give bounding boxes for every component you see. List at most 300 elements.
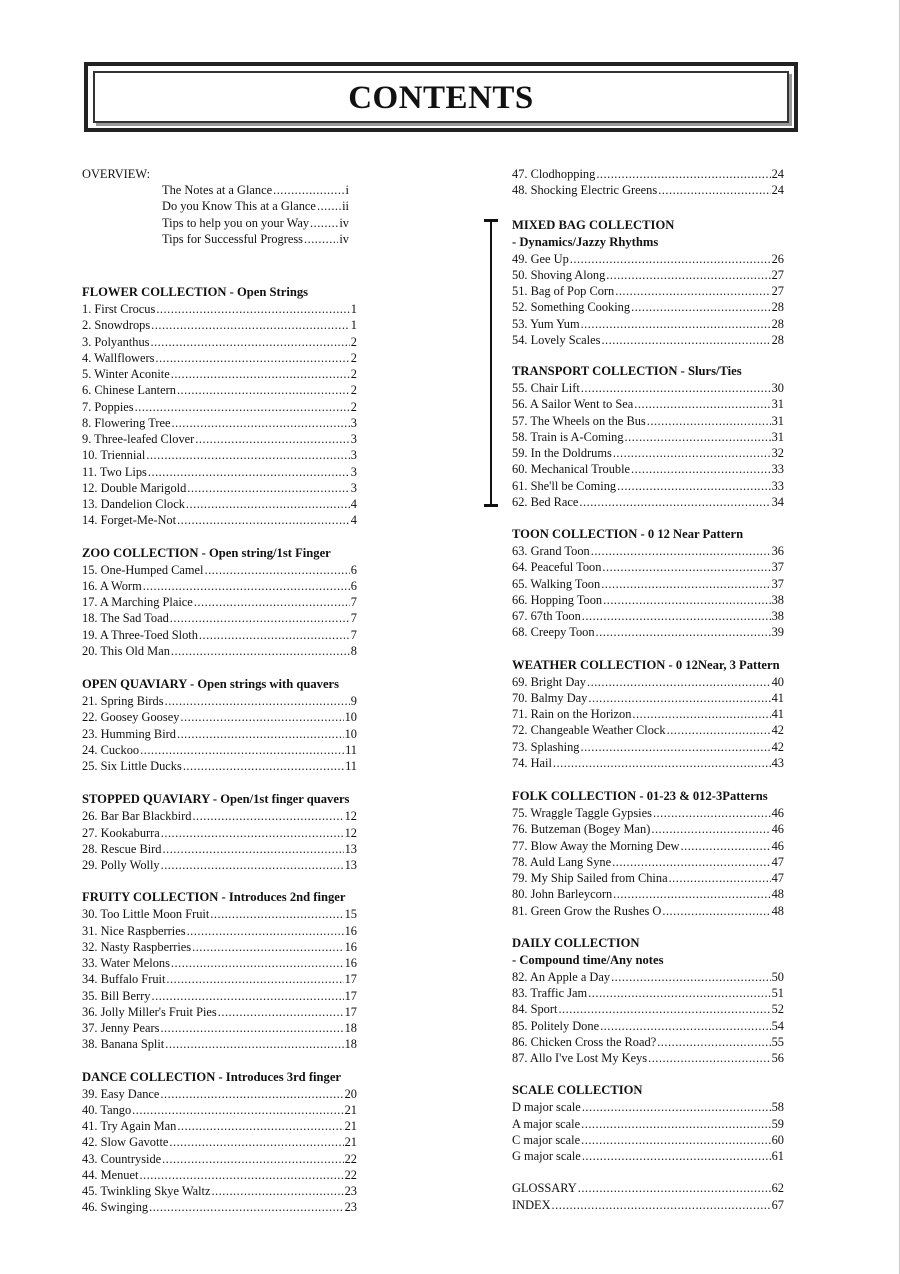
toc-entry bbox=[512, 332, 784, 348]
toc-entry-page: 46 bbox=[771, 838, 784, 853]
dot-leader bbox=[581, 1148, 771, 1164]
toc-entry bbox=[512, 478, 784, 494]
dot-leader bbox=[210, 1183, 343, 1199]
toc-entry-page: 18 bbox=[344, 1037, 357, 1052]
toc-entry bbox=[512, 166, 784, 182]
dot-leader bbox=[600, 576, 770, 592]
dot-leader bbox=[309, 215, 338, 231]
dot-leader bbox=[577, 1180, 771, 1196]
toc-entry-page: 47 bbox=[771, 854, 784, 869]
toc-entry bbox=[512, 886, 784, 902]
toc-entry-title: 18. The Sad Toad bbox=[82, 611, 169, 626]
toc-entry-title: 43. Countryside bbox=[82, 1151, 162, 1166]
toc-entry-page: 10 bbox=[344, 710, 357, 725]
toc-entry-title: 31. Nice Raspberries bbox=[82, 923, 186, 938]
dot-leader bbox=[139, 742, 344, 758]
dot-leader bbox=[581, 608, 771, 624]
dot-leader bbox=[580, 1132, 770, 1148]
overview-label: OVERVIEW: bbox=[82, 167, 151, 181]
toc-entry-page: 3 bbox=[350, 480, 357, 495]
toc-entry-title: 66. Hopping Toon bbox=[512, 592, 603, 607]
dot-leader bbox=[581, 1099, 771, 1115]
toc-entry-title: 13. Dandelion Clock bbox=[82, 497, 185, 511]
toc-entry-page: 4 bbox=[350, 497, 357, 511]
dot-leader bbox=[191, 939, 344, 955]
dot-leader bbox=[316, 198, 341, 214]
toc-entry-title: 3. Polyanthus bbox=[82, 334, 150, 349]
toc-entry-title: 1. First Crocus bbox=[82, 302, 156, 316]
toc-entry-title: 59. In the Doldrums bbox=[512, 446, 612, 460]
toc-entry-title: Do you Know This at a Glance bbox=[162, 199, 316, 214]
toc-entry bbox=[82, 627, 357, 643]
toc-entry bbox=[82, 562, 357, 578]
toc-entry bbox=[512, 1034, 784, 1050]
toc-entry bbox=[512, 494, 784, 510]
dot-leader bbox=[185, 496, 350, 512]
dot-leader bbox=[138, 1167, 343, 1183]
dot-leader bbox=[155, 301, 349, 317]
dot-leader bbox=[165, 971, 343, 987]
toc-entry bbox=[82, 825, 357, 841]
toc-entry-title: 86. Chicken Cross the Road? bbox=[512, 1034, 657, 1049]
section-heading: WEATHER COLLECTION - 0 12Near, 3 Pattern bbox=[512, 657, 780, 672]
toc-entry-page: 7 bbox=[350, 595, 357, 609]
dot-leader bbox=[170, 415, 349, 431]
toc-entry-title: 58. Train is A-Coming bbox=[512, 429, 624, 444]
toc-entry-page: 51 bbox=[771, 986, 784, 1000]
toc-entry-page: 16 bbox=[344, 939, 357, 954]
toc-entry-page: 3 bbox=[350, 415, 357, 430]
toc-entry-page: 2 bbox=[350, 383, 357, 398]
toc-entry-title: INDEX bbox=[512, 1197, 551, 1212]
toc-entry bbox=[82, 415, 357, 431]
toc-entry bbox=[512, 283, 784, 299]
dot-leader bbox=[631, 706, 770, 722]
toc-entry-page: 50 bbox=[771, 969, 784, 984]
toc-entry-title: 4. Wallflowers bbox=[82, 350, 155, 365]
toc-entry-page: 1 bbox=[350, 318, 357, 333]
toc-entry-title: 48. Shocking Electric Greens bbox=[512, 183, 658, 198]
toc-entry bbox=[82, 709, 357, 725]
left-column bbox=[82, 166, 357, 1216]
dot-leader bbox=[586, 674, 771, 690]
dot-leader bbox=[599, 1018, 771, 1034]
toc-entry-page: 22 bbox=[344, 1167, 357, 1182]
toc-entry-title: 32. Nasty Raspberries bbox=[82, 939, 192, 954]
toc-entry bbox=[82, 464, 357, 480]
section-heading: STOPPED QUAVIARY - Open/1st finger quavers bbox=[82, 792, 350, 807]
toc-entry-title: 12. Double Marigold bbox=[82, 480, 187, 495]
toc-entry bbox=[82, 399, 357, 415]
dot-leader bbox=[579, 739, 770, 755]
toc-entry-title: 11. Two Lips bbox=[82, 464, 147, 479]
dot-leader bbox=[610, 969, 771, 985]
toc-entry bbox=[82, 350, 357, 366]
toc-entry-page: 18 bbox=[344, 1021, 357, 1035]
toc-entry bbox=[82, 512, 357, 528]
toc-section bbox=[82, 889, 357, 1052]
dot-leader bbox=[182, 758, 344, 774]
toc-entry bbox=[512, 251, 784, 267]
section-heading: MIXED BAG COLLECTION bbox=[512, 217, 675, 232]
toc-entry-page: 13 bbox=[344, 841, 357, 856]
toc-entry bbox=[82, 1167, 357, 1183]
dot-leader bbox=[605, 267, 770, 283]
toc-entry-title: 76. Butzeman (Bogey Man) bbox=[512, 822, 651, 837]
toc-entry-page: 41 bbox=[771, 707, 784, 721]
toc-entry-page: 36 bbox=[771, 544, 784, 558]
dot-leader bbox=[647, 1050, 771, 1066]
toc-entry-page: 48 bbox=[771, 887, 784, 902]
toc-entry bbox=[512, 706, 784, 722]
toc-entry-page: 20 bbox=[344, 1086, 357, 1101]
dot-leader bbox=[590, 543, 771, 559]
toc-entry bbox=[512, 299, 784, 315]
toc-entry bbox=[512, 755, 784, 771]
toc-entry-title: 72. Changeable Weather Clock bbox=[512, 723, 666, 738]
toc-entry bbox=[512, 559, 784, 575]
toc-entry bbox=[82, 1183, 357, 1199]
toc-section bbox=[512, 1082, 784, 1164]
toc-entry-page: 46 bbox=[771, 822, 784, 837]
toc-entry-title: 87. Allo I've Lost My Keys bbox=[512, 1051, 648, 1065]
dot-leader bbox=[657, 182, 770, 198]
toc-entry-title: 27. Kookaburra bbox=[82, 825, 160, 840]
toc-entry-title: 29. Polly Wolly bbox=[82, 858, 160, 872]
toc-section bbox=[82, 791, 357, 873]
toc-entry bbox=[82, 971, 357, 987]
toc-entry bbox=[82, 1151, 357, 1167]
toc-section bbox=[82, 284, 357, 529]
toc-entry-title: 63. Grand Toon bbox=[512, 544, 590, 558]
toc-entry-page: 28 bbox=[771, 300, 784, 315]
toc-entry-title: 2. Snowdrops bbox=[82, 318, 151, 333]
toc-entry-page: 22 bbox=[344, 1151, 357, 1166]
toc-entry bbox=[512, 985, 784, 1001]
toc-entry-page: 55 bbox=[771, 1034, 784, 1049]
toc-entry bbox=[512, 1116, 784, 1132]
toc-entry-title: D major scale bbox=[512, 1100, 581, 1115]
toc-entry-page: 39 bbox=[771, 625, 784, 640]
toc-entry bbox=[512, 543, 784, 559]
dot-leader bbox=[186, 480, 350, 496]
right-top-list bbox=[512, 166, 784, 199]
toc-entry-page: 62 bbox=[771, 1181, 784, 1196]
section-heading: TRANSPORT COLLECTION - Slurs/Ties bbox=[512, 364, 742, 378]
dot-leader bbox=[145, 447, 349, 463]
dot-leader bbox=[630, 461, 771, 477]
toc-entry-title: 65. Walking Toon bbox=[512, 576, 601, 591]
toc-entry bbox=[82, 726, 357, 742]
toc-entry-page: 2 bbox=[350, 334, 357, 349]
toc-entry-page: 3 bbox=[350, 432, 357, 446]
toc-entry-page: 31 bbox=[771, 397, 784, 412]
dot-leader bbox=[194, 431, 350, 447]
toc-entry bbox=[82, 431, 357, 447]
toc-entry-page: 38 bbox=[771, 592, 784, 607]
toc-entry-title: 60. Mechanical Trouble bbox=[512, 462, 631, 477]
toc-entry-page: 41 bbox=[771, 690, 784, 705]
toc-entry bbox=[82, 594, 357, 610]
toc-entry-title: 77. Blow Away the Morning Dew bbox=[512, 838, 680, 853]
dot-leader bbox=[646, 413, 771, 429]
toc-entry-title: 30. Too Little Moon Fruit bbox=[82, 907, 210, 922]
toc-entry-page: 42 bbox=[771, 739, 784, 754]
toc-entry bbox=[82, 758, 357, 774]
dot-leader bbox=[611, 854, 770, 870]
toc-entry-page: 16 bbox=[344, 923, 357, 938]
toc-entry-page: 47 bbox=[771, 871, 784, 885]
dot-leader bbox=[668, 870, 771, 886]
dot-leader bbox=[164, 693, 350, 709]
toc-entry-page: 21 bbox=[344, 1119, 357, 1133]
toc-entry-title: The Notes at a Glance bbox=[162, 183, 273, 197]
mixed-transport-bracket bbox=[484, 219, 498, 507]
toc-entry bbox=[512, 690, 784, 706]
toc-entry-title: 52. Something Cooking bbox=[512, 300, 631, 315]
toc-entry bbox=[512, 805, 784, 821]
toc-entry bbox=[512, 1148, 784, 1164]
toc-entry-page: 15 bbox=[344, 907, 357, 922]
toc-entry-title: 44. Menuet bbox=[82, 1167, 139, 1182]
toc-entry-title: 24. Cuckoo bbox=[82, 742, 140, 757]
toc-entry-title: 36. Jolly Miller's Fruit Pies bbox=[82, 1004, 217, 1019]
toc-entry bbox=[512, 396, 784, 412]
toc-entry-title: 10. Triennial bbox=[82, 448, 146, 463]
section-subheading: - Compound time/Any notes bbox=[512, 952, 664, 967]
toc-entry bbox=[82, 496, 357, 512]
toc-entry-page: iv bbox=[339, 215, 349, 230]
dot-leader bbox=[551, 1197, 771, 1213]
dot-leader bbox=[179, 709, 343, 725]
toc-entry-page: 21 bbox=[344, 1135, 357, 1150]
toc-entry-page: 12 bbox=[344, 825, 357, 840]
toc-entry-page: 42 bbox=[771, 723, 784, 738]
toc-entry bbox=[82, 1086, 357, 1102]
toc-entry-title: C major scale bbox=[512, 1132, 581, 1147]
dot-leader bbox=[602, 592, 770, 608]
toc-entry-page: 13 bbox=[344, 858, 357, 872]
toc-entry bbox=[512, 722, 784, 738]
dot-leader bbox=[198, 627, 350, 643]
toc-entry-title: 33. Water Melons bbox=[82, 956, 170, 970]
toc-entry-page: 37 bbox=[771, 576, 784, 591]
toc-entry bbox=[82, 1020, 357, 1036]
left-sections bbox=[82, 284, 357, 1216]
toc-entry bbox=[82, 334, 357, 350]
toc-entry-page: 23 bbox=[344, 1184, 357, 1198]
toc-entry-title: 20. This Old Man bbox=[82, 643, 170, 658]
dot-leader bbox=[303, 231, 338, 247]
dot-leader bbox=[217, 1004, 344, 1020]
dot-leader bbox=[587, 985, 770, 1001]
toc-entry bbox=[512, 429, 784, 445]
toc-entry-title: 82. An Apple a Day bbox=[512, 969, 611, 984]
dot-leader bbox=[652, 805, 771, 821]
toc-entry bbox=[512, 608, 784, 624]
toc-entry-title: 38. Banana Split bbox=[82, 1037, 165, 1052]
dot-leader bbox=[557, 1001, 770, 1017]
toc-entry-page: 27 bbox=[771, 267, 784, 282]
end-list bbox=[512, 1180, 784, 1213]
toc-entry bbox=[512, 739, 784, 755]
dot-leader bbox=[150, 317, 350, 333]
toc-entry-page: 58 bbox=[771, 1100, 784, 1115]
dot-leader bbox=[612, 886, 770, 902]
dot-leader bbox=[616, 478, 770, 494]
dot-leader bbox=[160, 825, 344, 841]
toc-entry bbox=[162, 182, 349, 198]
toc-entry bbox=[82, 1036, 357, 1052]
toc-entry-page: iv bbox=[339, 231, 349, 246]
toc-entry-title: 26. Bar Bar Blackbird bbox=[82, 809, 192, 824]
toc-entry-title: 69. Bright Day bbox=[512, 674, 586, 689]
toc-entry bbox=[162, 198, 349, 214]
toc-entry-title: 74. Hail bbox=[512, 755, 552, 770]
toc-entry-title: 21. Spring Birds bbox=[82, 694, 164, 708]
toc-entry bbox=[512, 380, 784, 396]
toc-entry-title: 6. Chinese Lantern bbox=[82, 383, 176, 398]
toc-entry bbox=[82, 693, 357, 709]
toc-entry-title: 83. Traffic Jam bbox=[512, 986, 588, 1000]
toc-section bbox=[512, 217, 784, 349]
toc-entry-page: 59 bbox=[771, 1116, 784, 1131]
dot-leader bbox=[142, 578, 350, 594]
toc-entry bbox=[82, 742, 357, 758]
right-sections bbox=[512, 217, 784, 1165]
toc-entry-title: 25. Six Little Ducks bbox=[82, 759, 182, 773]
dot-leader bbox=[149, 334, 349, 350]
toc-entry-page: 32 bbox=[771, 446, 784, 460]
toc-entry-title: 16. A Worm bbox=[82, 578, 142, 593]
toc-entry bbox=[512, 576, 784, 592]
toc-entry bbox=[512, 182, 784, 198]
toc-entry bbox=[512, 445, 784, 461]
toc-entry-title: 56. A Sailor Went to Sea bbox=[512, 397, 634, 412]
toc-entry-title: Tips for Successful Progress bbox=[162, 231, 304, 246]
toc-entry-page: 6 bbox=[350, 578, 357, 593]
toc-entry-page: 27 bbox=[771, 284, 784, 298]
toc-entry-page: 43 bbox=[771, 755, 784, 770]
toc-entry bbox=[82, 366, 357, 382]
toc-section bbox=[82, 545, 357, 660]
toc-entry-page: 17 bbox=[344, 988, 357, 1003]
toc-entry-page: 2 bbox=[350, 399, 357, 414]
section-heading: FRUITY COLLECTION - Introduces 2nd finger bbox=[82, 890, 346, 905]
page-title: CONTENTS bbox=[348, 80, 534, 116]
toc-entry-title: 14. Forget-Me-Not bbox=[82, 513, 177, 528]
dot-leader bbox=[569, 251, 771, 267]
section-heading: FOLK COLLECTION - 01-23 & 012-3Patterns bbox=[512, 789, 768, 803]
toc-entry-page: 37 bbox=[771, 560, 784, 575]
toc-entry-page: 46 bbox=[771, 806, 784, 820]
toc-entry-page: 26 bbox=[771, 251, 784, 266]
toc-entry-page: 9 bbox=[350, 694, 357, 708]
toc-entry bbox=[512, 316, 784, 332]
dot-leader bbox=[170, 366, 350, 382]
toc-entry-title: 81. Green Grow the Rushes O bbox=[512, 903, 662, 918]
toc-entry bbox=[82, 923, 357, 939]
dot-leader bbox=[170, 955, 344, 971]
toc-entry-page: 21 bbox=[344, 1102, 357, 1117]
toc-entry bbox=[82, 906, 357, 922]
dot-leader bbox=[595, 624, 771, 640]
toc-entry-title: 57. The Wheels on the Bus bbox=[512, 413, 646, 428]
toc-entry bbox=[512, 592, 784, 608]
toc-entry bbox=[512, 821, 784, 837]
toc-entry bbox=[82, 939, 357, 955]
section-heading: DANCE COLLECTION - Introduces 3rd finger bbox=[82, 1069, 342, 1084]
toc-section bbox=[512, 526, 784, 641]
toc-entry-title: 41. Try Again Man bbox=[82, 1119, 177, 1133]
section-subheading: - Dynamics/Jazzy Rhythms bbox=[512, 234, 659, 249]
dot-leader bbox=[580, 380, 771, 396]
toc-entry-title: 5. Winter Aconite bbox=[82, 367, 170, 381]
toc-entry-title: 39. Easy Dance bbox=[82, 1086, 160, 1101]
toc-entry bbox=[82, 955, 357, 971]
dot-leader bbox=[159, 1020, 343, 1036]
dot-leader bbox=[170, 643, 350, 659]
toc-entry bbox=[82, 317, 357, 333]
toc-entry-title: 46. Swinging bbox=[82, 1200, 149, 1215]
dot-leader bbox=[656, 1034, 770, 1050]
dot-leader bbox=[272, 182, 344, 198]
toc-entry-title: 71. Rain on the Horizon bbox=[512, 707, 632, 721]
toc-entry-title: 73. Splashing bbox=[512, 739, 580, 754]
toc-entry bbox=[512, 903, 784, 919]
toc-entry-title: 40. Tango bbox=[82, 1102, 132, 1117]
dot-leader bbox=[164, 1036, 343, 1052]
toc-entry-title: 78. Auld Lang Syne bbox=[512, 854, 612, 869]
dot-leader bbox=[160, 857, 344, 873]
toc-entry-page: 60 bbox=[771, 1132, 784, 1147]
dot-leader bbox=[176, 726, 344, 742]
toc-entry-title: 7. Poppies bbox=[82, 399, 134, 414]
toc-entry-page: 1 bbox=[350, 302, 357, 316]
toc-entry bbox=[82, 578, 357, 594]
dot-leader bbox=[154, 350, 349, 366]
dot-leader bbox=[666, 722, 771, 738]
dot-leader bbox=[131, 1102, 343, 1118]
toc-entry-page: 11 bbox=[345, 742, 357, 757]
toc-entry bbox=[82, 610, 357, 626]
toc-entry-page: 11 bbox=[345, 759, 357, 773]
toc-entry-title: 9. Three-leafed Clover bbox=[82, 432, 195, 446]
toc-entry bbox=[512, 1099, 784, 1115]
toc-entry bbox=[512, 1018, 784, 1034]
dot-leader bbox=[578, 494, 770, 510]
toc-entry-title: 50. Shoving Along bbox=[512, 267, 606, 282]
toc-entry-page: 54 bbox=[771, 1018, 784, 1033]
dot-leader bbox=[151, 988, 344, 1004]
toc-entry-page: 31 bbox=[771, 413, 784, 428]
dot-leader bbox=[587, 690, 770, 706]
toc-entry-title: 23. Humming Bird bbox=[82, 726, 176, 741]
toc-entry bbox=[512, 624, 784, 640]
toc-entry-page: 30 bbox=[771, 381, 784, 395]
toc-entry-page: 4 bbox=[350, 513, 357, 528]
dot-leader bbox=[191, 808, 343, 824]
toc-entry-page: 24 bbox=[771, 183, 784, 198]
dot-leader bbox=[169, 610, 350, 626]
dot-leader bbox=[595, 166, 770, 182]
overview-list bbox=[162, 182, 349, 247]
toc-entry-page: 48 bbox=[771, 903, 784, 918]
overview-section bbox=[82, 166, 357, 247]
toc-entry bbox=[512, 1132, 784, 1148]
toc-entry-page: 2 bbox=[350, 350, 357, 365]
toc-entry bbox=[512, 1180, 784, 1196]
